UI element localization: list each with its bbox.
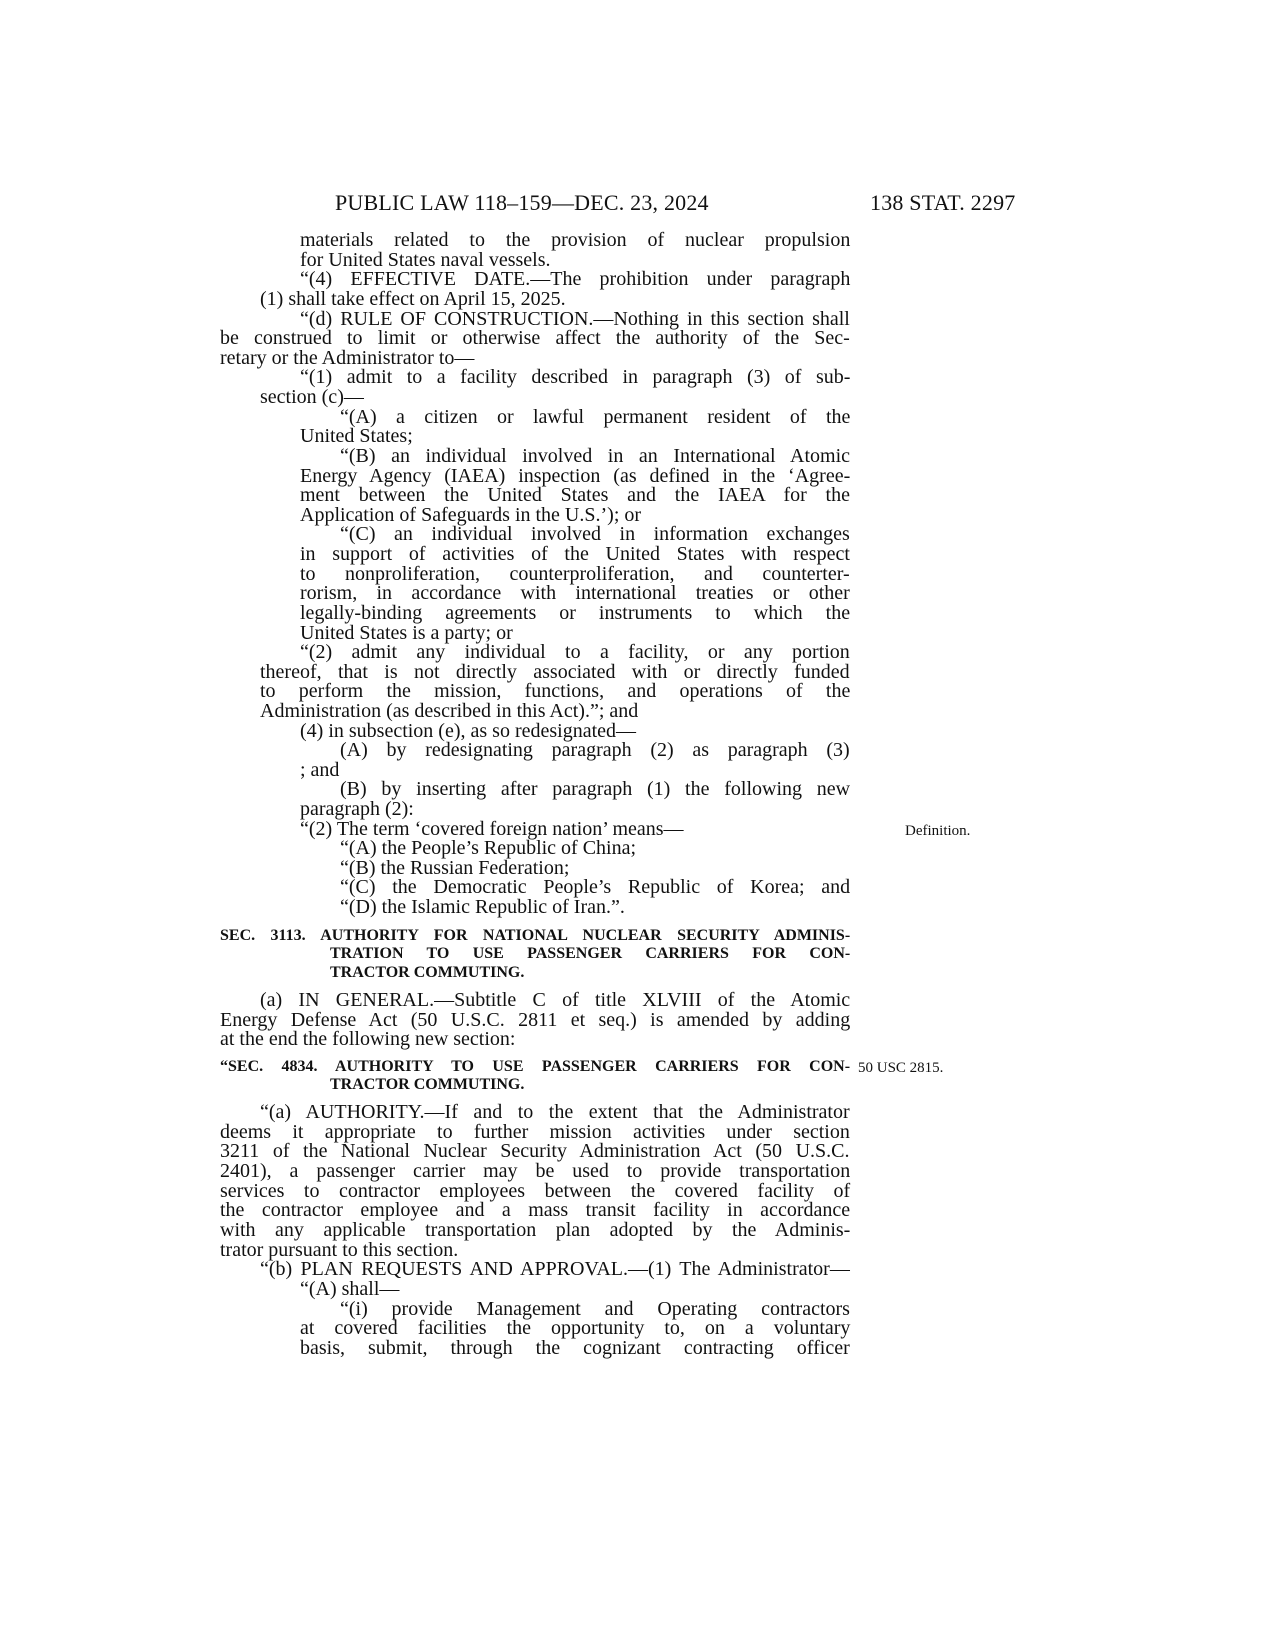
text-line: retary or the Administrator to—	[220, 347, 475, 369]
text-line: “(b) PLAN REQUESTS AND APPROVAL.—(1) The Administrator—	[260, 1258, 850, 1280]
text-line: Application of Safeguards in the U.S.’); or	[300, 504, 642, 526]
text-line: paragraph (2):	[300, 798, 414, 820]
text-line: “(d) RULE OF CONSTRUCTION.—Nothing in this section shall	[300, 308, 850, 330]
text-line: “(C) the Democratic People’s Republic of Korea; and	[340, 876, 851, 898]
text-line: be construed to limit or otherwise affect the authority of the Sec-	[220, 327, 850, 349]
text-line: “(2) admit any individual to a facility, or any portion	[300, 641, 850, 663]
section-heading-line: TRACTOR COMMUTING.	[330, 1076, 525, 1093]
text-line: rorism, in accordance with international treaties or other	[300, 582, 850, 604]
text-line: “(i) provide Management and Operating contractors	[340, 1298, 850, 1320]
text-line: for United States naval vessels.	[300, 249, 551, 271]
text-line: “(2) The term ‘covered foreign nation’ means—	[300, 818, 684, 840]
text-line: at the end the following new section:	[220, 1028, 516, 1050]
text-line: “(a) AUTHORITY.—If and to the extent that the Administrator	[260, 1101, 850, 1123]
text-line: at covered facilities the opportunity to, on a voluntary	[300, 1317, 851, 1339]
text-line: “(A) shall—	[300, 1278, 400, 1300]
text-line: (A) by redesignating paragraph (2) as paragraph (3)	[340, 739, 850, 761]
section-heading-line: “SEC. 4834. AUTHORITY TO USE PASSENGER CARRIERS FOR CON-	[220, 1058, 851, 1075]
text-line: materials related to the provision of nuclear propulsion	[300, 229, 851, 251]
text-line: with any applicable transportation plan adopted by the Adminis-	[220, 1219, 851, 1241]
text-line: United States is a party; or	[300, 622, 513, 644]
text-line: to nonproliferation, counterproliferation, and counterter-	[300, 563, 850, 585]
section-heading-line: SEC. 3113. AUTHORITY FOR NATIONAL NUCLEAR SECURITY ADMINIS-	[220, 927, 851, 944]
page-header-title: PUBLIC LAW 118–159—DEC. 23, 2024	[335, 190, 709, 215]
section-heading-line: TRACTOR COMMUTING.	[330, 964, 525, 981]
text-line: (1) shall take effect on April 15, 2025.	[260, 288, 566, 310]
text-line: (B) by inserting after paragraph (1) the following new	[340, 778, 851, 800]
text-line: “(B) the Russian Federation;	[340, 857, 570, 879]
text-line: services to contractor employees between the covered facility of	[220, 1180, 851, 1202]
text-line: “(D) the Islamic Republic of Iran.”.	[340, 896, 625, 918]
text-line: in support of activities of the United States with respect	[300, 543, 850, 565]
text-line: Energy Defense Act (50 U.S.C. 2811 et seq.) is amended by adding	[220, 1009, 851, 1031]
section-heading-line: TRATION TO USE PASSENGER CARRIERS FOR CON-	[330, 945, 851, 962]
text-line: basis, submit, through the cognizant contracting officer	[300, 1337, 850, 1359]
text-line: to perform the mission, functions, and operations of the	[260, 680, 851, 702]
text-line: (a) IN GENERAL.—Subtitle C of title XLVIII of the Atomic	[260, 989, 851, 1011]
text-line: trator pursuant to this section.	[220, 1239, 459, 1261]
text-line: Energy Agency (IAEA) inspection (as defined in the ‘Agree-	[300, 465, 851, 487]
margin-note-definition: Definition.	[905, 823, 971, 839]
text-line: thereof, that is not directly associated with or directly funded	[260, 661, 850, 683]
text-line: “(B) an individual involved in an International Atomic	[340, 445, 851, 467]
text-line: “(1) admit to a facility described in paragraph (3) of sub-	[300, 366, 851, 388]
text-line: United States;	[300, 425, 413, 447]
text-line: ; and	[300, 759, 340, 781]
text-line: (4) in subsection (e), as so redesignated—	[300, 720, 637, 742]
text-line: “(A) a citizen or lawful permanent resident of the	[340, 406, 851, 428]
text-line: section (c)—	[260, 386, 364, 408]
text-line: “(4) EFFECTIVE DATE.—The prohibition under paragraph	[300, 268, 851, 290]
page-header-stat: 138 STAT. 2297	[870, 190, 1016, 215]
text-line: 3211 of the National Nuclear Security Administration Act (50 U.S.C.	[220, 1140, 850, 1162]
text-line: ment between the United States and the IAEA for the	[300, 484, 850, 506]
text-line: deems it appropriate to further mission activities under section	[220, 1121, 850, 1143]
text-line: the contractor employee and a mass transit facility in accordance	[220, 1199, 851, 1221]
text-line: “(A) the People’s Republic of China;	[340, 837, 637, 859]
text-line: “(C) an individual involved in information exchanges	[340, 523, 850, 545]
text-line: Administration (as described in this Act).”; and	[260, 700, 639, 722]
text-line: 2401), a passenger carrier may be used to provide transportation	[220, 1160, 851, 1182]
text-line: legally-binding agreements or instruments to which the	[300, 602, 851, 624]
margin-note-usc: 50 USC 2815.	[858, 1060, 944, 1076]
